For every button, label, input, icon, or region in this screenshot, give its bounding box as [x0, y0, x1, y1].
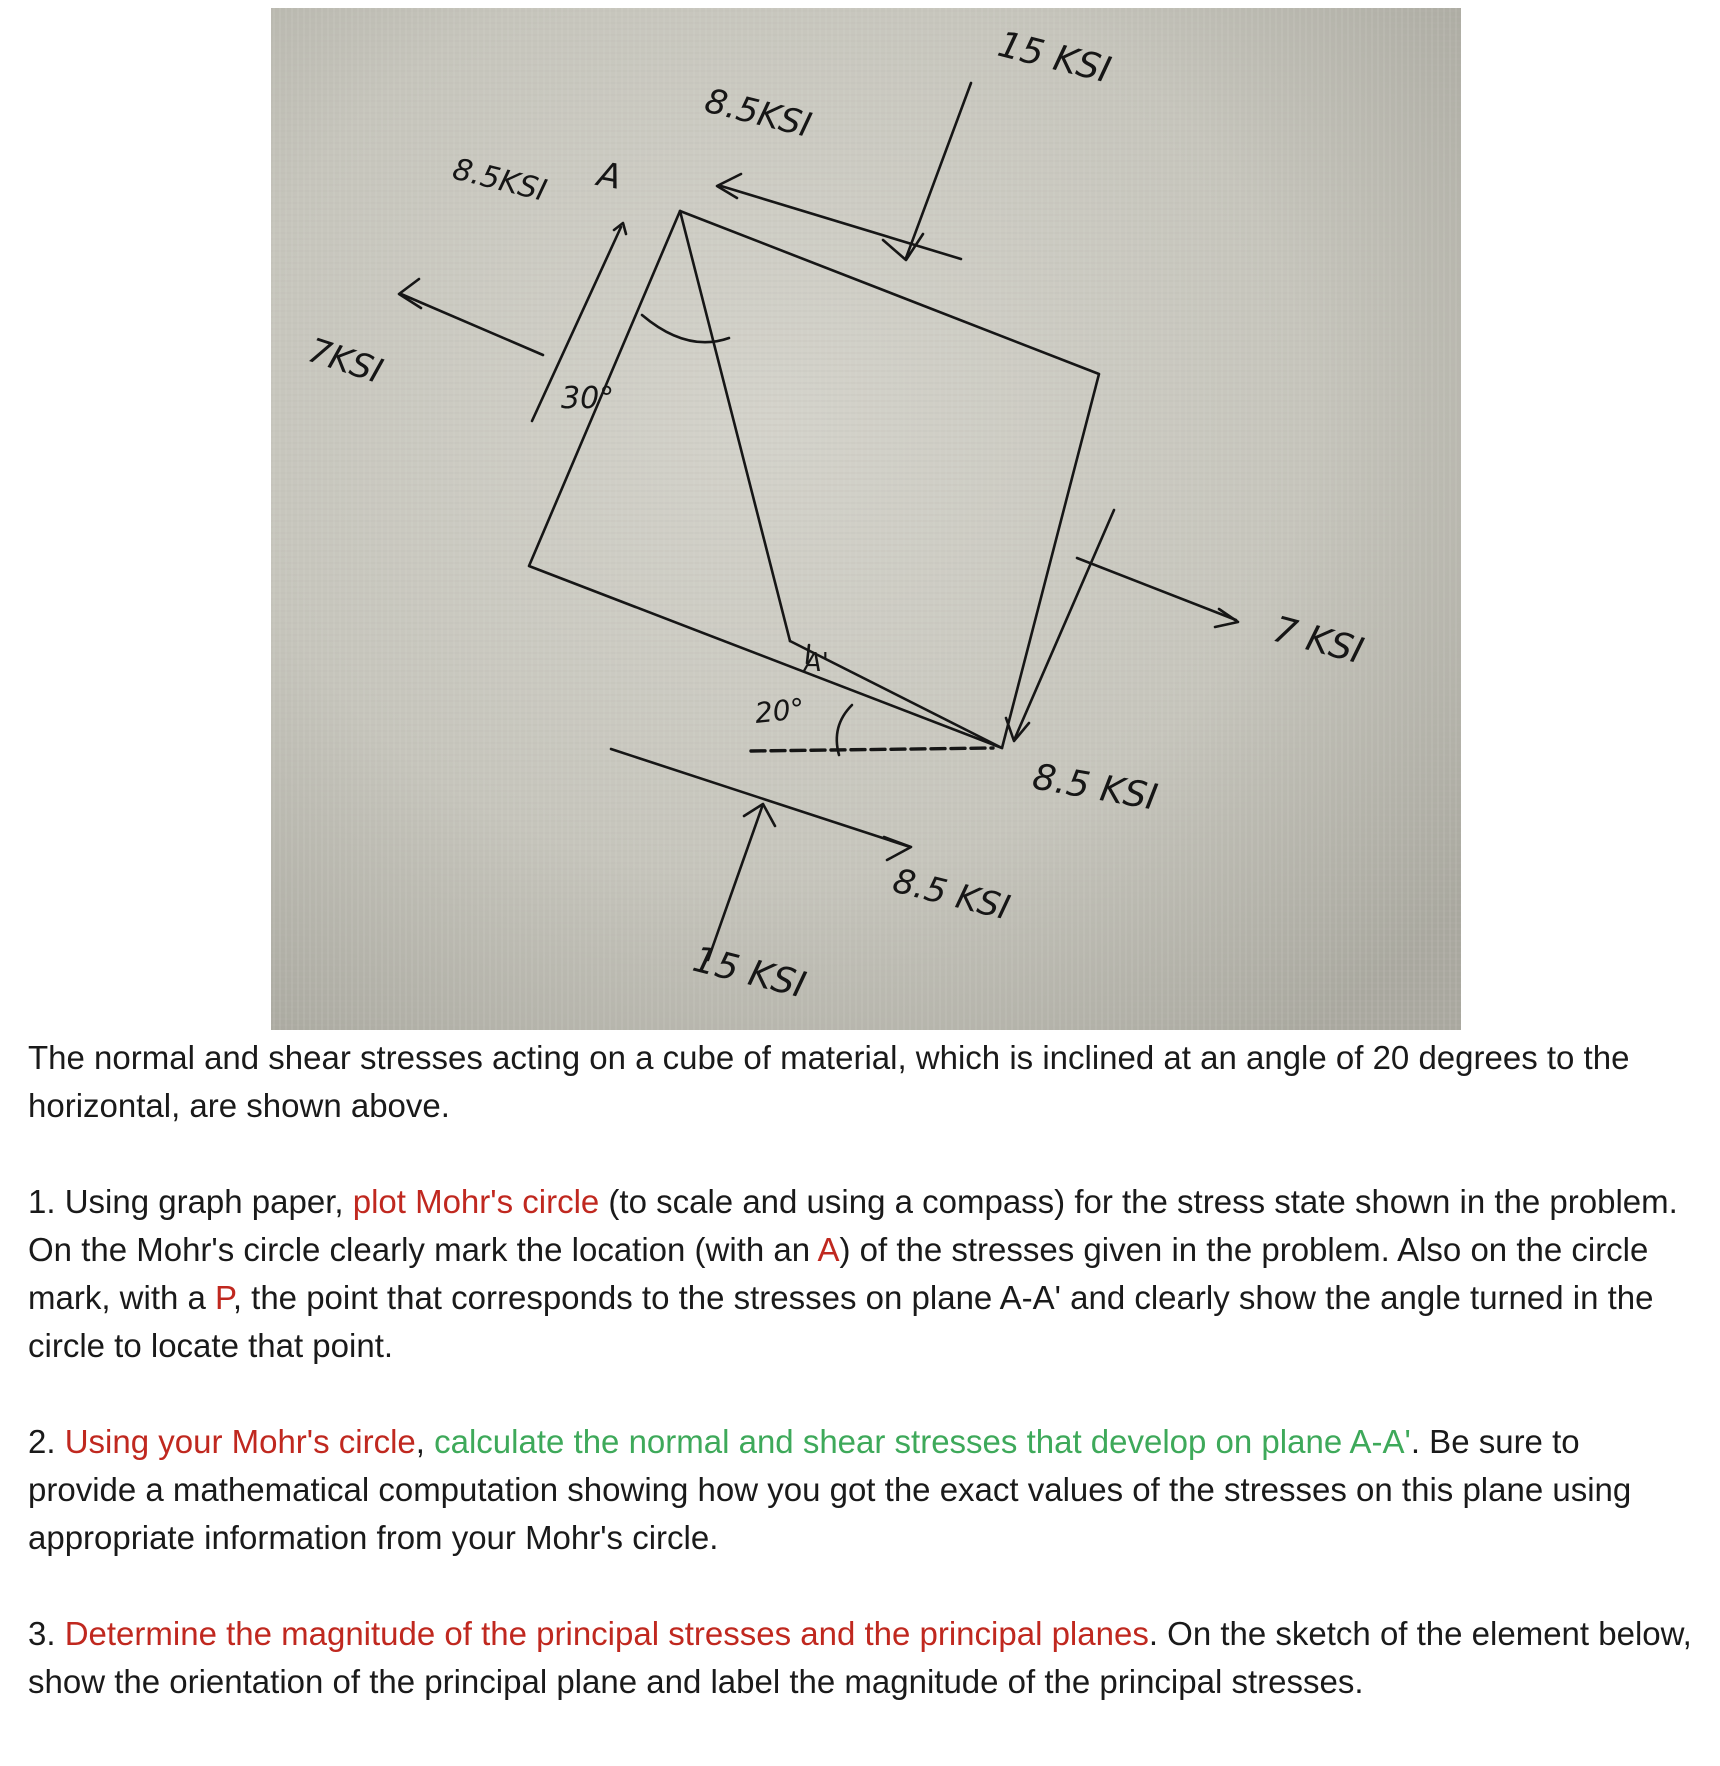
label-bottom-shear: 8.5 KSI: [888, 860, 1014, 929]
q1-text-2: (to scale and using a compass) for the stress state shown in the problem. On the Mohr's circle clearly mark the location (with an: [28, 1183, 1678, 1268]
q2-text-3: . Be sure to provide a mathematical computation showing how you got the exact values of the stresses on this plane using appropriate information from your Mohr's circle.: [28, 1423, 1632, 1556]
label-top-stress: 15 KSI: [993, 23, 1115, 92]
question-1: [28, 1178, 1692, 1370]
q2-text-2: ,: [415, 1423, 435, 1460]
stress-element-photo: [271, 8, 1461, 1030]
label-right-shear: 8.5 KSI: [1029, 756, 1161, 819]
label-left-normal: 7KSI: [303, 330, 388, 392]
label-top-shear: 8.5KSI: [700, 80, 816, 146]
q1-text-4: , the point that corresponds to the stresses on plane A-A' and clearly show the angle turned in the circle to locate that point.: [28, 1279, 1654, 1364]
label-bottom-stress: 15 KSI: [688, 938, 810, 1007]
intro-paragraph: The normal and shear stresses acting on a cube of material, which is inclined at an angle of 20 degrees to the horizontal, are shown above.: [28, 1039, 1630, 1124]
q1-highlight-plot: plot Mohr's circle: [352, 1183, 600, 1220]
q1-highlight-a: A: [817, 1231, 840, 1268]
question-3: [28, 1610, 1692, 1706]
q1-text-1: 1. Using graph paper,: [28, 1183, 353, 1220]
label-right-normal: 7 KSI: [1268, 609, 1368, 673]
label-angle-30: 30°: [561, 381, 615, 416]
paper-texture: [271, 8, 1461, 1030]
q3-text-2: . On the sketch of the element below, show the orientation of the principal plane and label the magnitude of the principal stresses.: [28, 1615, 1692, 1700]
q2-text-1: 2.: [28, 1423, 65, 1460]
question-2: [28, 1418, 1692, 1562]
label-point-a: A: [594, 154, 625, 198]
q1-text-3: ) of the stresses given in the problem. Also on the circle mark, with a: [28, 1231, 1649, 1316]
label-angle-20: 20°: [753, 691, 807, 730]
q2-highlight-mohr: Using your Mohr's circle: [64, 1423, 416, 1460]
label-left-shear: 8.5KSI: [449, 151, 550, 209]
q3-text-1: 3.: [28, 1615, 65, 1652]
label-point-a-prime: A': [804, 648, 829, 678]
q1-highlight-p: P: [215, 1279, 233, 1316]
q2-highlight-calculate: calculate the normal and shear stresses that develop on plane A-A': [434, 1423, 1411, 1460]
q3-highlight-principal: Determine the magnitude of the principal stresses and the principal planes: [64, 1615, 1149, 1652]
